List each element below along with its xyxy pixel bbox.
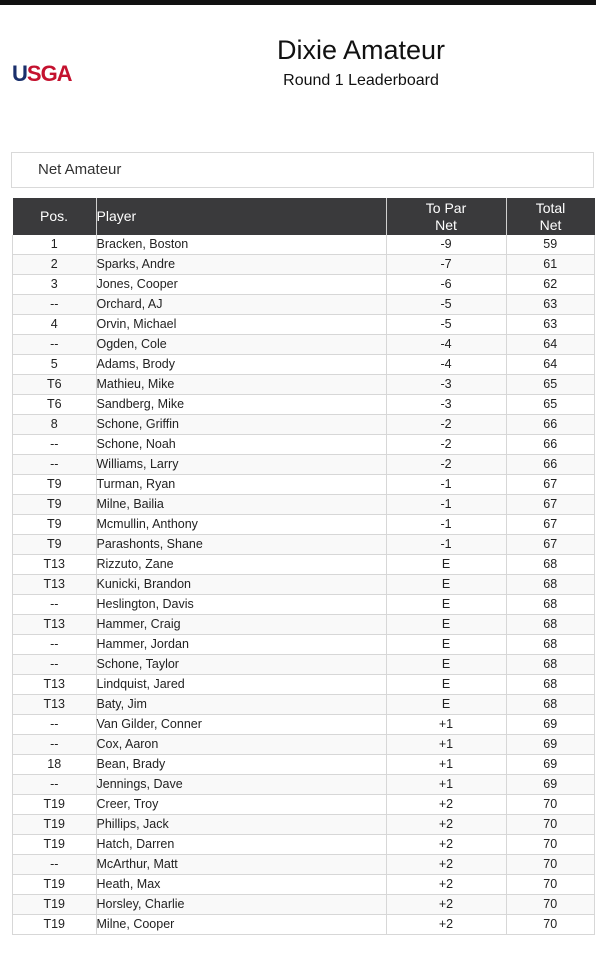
pos-cell: -- [13, 295, 97, 315]
table-row [13, 555, 595, 575]
to-par-cell: -1 [386, 495, 506, 515]
table-row [13, 735, 595, 755]
pos-cell: T9 [13, 475, 97, 495]
total-cell: 67 [506, 535, 595, 555]
pos-cell: 5 [13, 355, 97, 375]
table-row [13, 655, 595, 675]
table-row [13, 835, 595, 855]
pos-cell: -- [13, 775, 97, 795]
table-row [13, 595, 595, 615]
player-cell[interactable]: Schone, Noah [96, 435, 386, 455]
column-header-to-par [386, 198, 506, 235]
total-cell: 70 [506, 855, 595, 875]
total-cell: 61 [506, 255, 595, 275]
table-row [13, 895, 595, 915]
total-cell: 68 [506, 635, 595, 655]
total-cell: 69 [506, 735, 595, 755]
to-par-cell: +2 [386, 895, 506, 915]
pos-cell: T19 [13, 835, 97, 855]
total-cell: 65 [506, 395, 595, 415]
to-par-cell: -1 [386, 535, 506, 555]
player-cell[interactable]: Hatch, Darren [96, 835, 386, 855]
table-row [13, 275, 595, 295]
to-par-cell: +2 [386, 855, 506, 875]
total-cell: 68 [506, 675, 595, 695]
player-cell[interactable]: Orchard, AJ [96, 295, 386, 315]
total-cell: 66 [506, 415, 595, 435]
column-header-total-line1: Total [535, 199, 566, 216]
table-row [13, 435, 595, 455]
column-header-player: Player [96, 198, 386, 235]
table-row [13, 535, 595, 555]
pos-cell: T13 [13, 615, 97, 635]
pos-cell: T6 [13, 395, 97, 415]
pos-cell: T9 [13, 515, 97, 535]
to-par-cell: E [386, 635, 506, 655]
total-cell: 70 [506, 915, 595, 935]
to-par-cell: -9 [386, 235, 506, 255]
pos-cell: T13 [13, 695, 97, 715]
pos-cell: -- [13, 455, 97, 475]
pos-cell: 1 [13, 235, 97, 255]
total-cell: 63 [506, 295, 595, 315]
table-row [13, 335, 595, 355]
pos-cell: 3 [13, 275, 97, 295]
table-row [13, 415, 595, 435]
player-cell[interactable]: Jennings, Dave [96, 775, 386, 795]
table-row [13, 795, 595, 815]
to-par-cell: -4 [386, 335, 506, 355]
pos-cell: 8 [13, 415, 97, 435]
logo-letter-u: U [12, 61, 27, 86]
to-par-cell: +2 [386, 815, 506, 835]
pos-cell: T19 [13, 915, 97, 935]
table-row [13, 375, 595, 395]
pos-cell: T19 [13, 815, 97, 835]
leaderboard-table [12, 198, 595, 935]
to-par-cell: -3 [386, 375, 506, 395]
player-cell[interactable]: Adams, Brody [96, 355, 386, 375]
pos-cell: T9 [13, 535, 97, 555]
total-cell: 68 [506, 695, 595, 715]
to-par-cell: -2 [386, 415, 506, 435]
to-par-cell: E [386, 655, 506, 675]
player-cell[interactable]: Parashonts, Shane [96, 535, 386, 555]
column-header-total-line2: Net [539, 216, 562, 233]
to-par-cell: +2 [386, 795, 506, 815]
column-header-to-par-line1: To Par [425, 199, 467, 216]
to-par-cell: +2 [386, 875, 506, 895]
player-cell[interactable]: Milne, Bailia [96, 495, 386, 515]
total-cell: 67 [506, 475, 595, 495]
total-cell: 70 [506, 875, 595, 895]
table-row [13, 755, 595, 775]
pos-cell: -- [13, 855, 97, 875]
table-header-row [13, 198, 595, 235]
player-cell[interactable]: Orvin, Michael [96, 315, 386, 335]
player-cell[interactable]: Mathieu, Mike [96, 375, 386, 395]
total-cell: 66 [506, 455, 595, 475]
pos-cell: T19 [13, 895, 97, 915]
pos-cell: T19 [13, 875, 97, 895]
column-header-to-par-line2: Net [435, 216, 457, 233]
player-cell[interactable]: Schone, Griffin [96, 415, 386, 435]
pos-cell: 18 [13, 755, 97, 775]
player-cell[interactable]: Mcmullin, Anthony [96, 515, 386, 535]
to-par-cell: -5 [386, 295, 506, 315]
total-cell: 65 [506, 375, 595, 395]
to-par-cell: -7 [386, 255, 506, 275]
player-cell[interactable]: Lindquist, Jared [96, 675, 386, 695]
table-row [13, 815, 595, 835]
table-row [13, 915, 595, 935]
pos-cell: -- [13, 715, 97, 735]
pos-cell: T13 [13, 675, 97, 695]
section-header [11, 152, 594, 188]
to-par-cell: +2 [386, 835, 506, 855]
table-row [13, 715, 595, 735]
table-row [13, 615, 595, 635]
pos-cell: -- [13, 335, 97, 355]
total-cell: 67 [506, 515, 595, 535]
to-par-cell: +2 [386, 915, 506, 935]
to-par-cell: E [386, 675, 506, 695]
player-cell[interactable]: Hammer, Jordan [96, 635, 386, 655]
to-par-cell: +1 [386, 715, 506, 735]
player-cell[interactable]: Heslington, Davis [96, 595, 386, 615]
table-row [13, 395, 595, 415]
table-row [13, 575, 595, 595]
total-cell: 64 [506, 355, 595, 375]
to-par-cell: -3 [386, 395, 506, 415]
pos-cell: -- [13, 735, 97, 755]
pos-cell: T9 [13, 495, 97, 515]
player-cell[interactable]: Baty, Jim [96, 695, 386, 715]
pos-cell: 4 [13, 315, 97, 335]
total-cell: 70 [506, 795, 595, 815]
to-par-cell: -2 [386, 435, 506, 455]
player-cell[interactable]: Williams, Larry [96, 455, 386, 475]
to-par-cell: E [386, 595, 506, 615]
pos-cell: 2 [13, 255, 97, 275]
player-cell[interactable]: Schone, Taylor [96, 655, 386, 675]
to-par-cell: E [386, 575, 506, 595]
to-par-cell: -6 [386, 275, 506, 295]
table-row [13, 675, 595, 695]
player-cell[interactable]: Kunicki, Brandon [96, 575, 386, 595]
to-par-cell: -4 [386, 355, 506, 375]
total-cell: 62 [506, 275, 595, 295]
player-cell[interactable]: Heath, Max [96, 875, 386, 895]
player-cell[interactable]: Hammer, Craig [96, 615, 386, 635]
total-cell: 66 [506, 435, 595, 455]
column-header-total [506, 198, 595, 235]
to-par-cell: E [386, 695, 506, 715]
table-row [13, 475, 595, 495]
player-cell[interactable]: Sparks, Andre [96, 255, 386, 275]
total-cell: 68 [506, 575, 595, 595]
column-header-pos: Pos. [13, 198, 97, 235]
player-cell[interactable]: Van Gilder, Conner [96, 715, 386, 735]
total-cell: 70 [506, 815, 595, 835]
player-cell[interactable]: Horsley, Charlie [96, 895, 386, 915]
table-row [13, 495, 595, 515]
player-cell[interactable]: Bean, Brady [96, 755, 386, 775]
table-row [13, 695, 595, 715]
table-row [13, 315, 595, 335]
total-cell: 69 [506, 715, 595, 735]
table-row [13, 635, 595, 655]
player-cell[interactable]: Turman, Ryan [96, 475, 386, 495]
table-row [13, 455, 595, 475]
to-par-cell: -5 [386, 315, 506, 335]
player-cell[interactable]: Creer, Troy [96, 795, 386, 815]
total-cell: 68 [506, 595, 595, 615]
player-cell[interactable]: Ogden, Cole [96, 335, 386, 355]
total-cell: 70 [506, 835, 595, 855]
pos-cell: -- [13, 595, 97, 615]
table-row [13, 875, 595, 895]
player-cell[interactable]: Bracken, Boston [96, 235, 386, 255]
total-cell: 67 [506, 495, 595, 515]
to-par-cell: +1 [386, 755, 506, 775]
to-par-cell: -2 [386, 455, 506, 475]
player-cell[interactable]: Jones, Cooper [96, 275, 386, 295]
to-par-cell: -1 [386, 475, 506, 495]
total-cell: 70 [506, 895, 595, 915]
player-cell[interactable]: Rizzuto, Zane [96, 555, 386, 575]
logo-letters-sga: SGA [26, 61, 72, 86]
pos-cell: -- [13, 635, 97, 655]
page-title: Dixie Amateur [276, 35, 446, 65]
section-label: Net Amateur [38, 161, 122, 178]
total-cell: 69 [506, 775, 595, 795]
total-cell: 64 [506, 335, 595, 355]
pos-cell: T13 [13, 555, 97, 575]
player-cell[interactable]: Cox, Aaron [96, 735, 386, 755]
player-cell[interactable]: Phillips, Jack [96, 815, 386, 835]
table-row [13, 855, 595, 875]
to-par-cell: +1 [386, 775, 506, 795]
player-cell[interactable]: Sandberg, Mike [96, 395, 386, 415]
pos-cell: T6 [13, 375, 97, 395]
table-row [13, 255, 595, 275]
total-cell: 59 [506, 235, 595, 255]
table-row [13, 775, 595, 795]
pos-cell: T13 [13, 575, 97, 595]
total-cell: 68 [506, 615, 595, 635]
table-row [13, 295, 595, 315]
player-cell[interactable]: McArthur, Matt [96, 855, 386, 875]
table-row [13, 235, 595, 255]
table-row [13, 515, 595, 535]
to-par-cell: E [386, 615, 506, 635]
top-bar [0, 0, 596, 5]
total-cell: 63 [506, 315, 595, 335]
to-par-cell: +1 [386, 735, 506, 755]
to-par-cell: E [386, 555, 506, 575]
pos-cell: -- [13, 655, 97, 675]
pos-cell: T19 [13, 795, 97, 815]
pos-cell: -- [13, 435, 97, 455]
total-cell: 68 [506, 555, 595, 575]
total-cell: 69 [506, 755, 595, 775]
player-cell[interactable]: Milne, Cooper [96, 915, 386, 935]
to-par-cell: -1 [386, 515, 506, 535]
table-row [13, 355, 595, 375]
total-cell: 68 [506, 655, 595, 675]
page-subtitle: Round 1 Leaderboard [283, 72, 439, 89]
